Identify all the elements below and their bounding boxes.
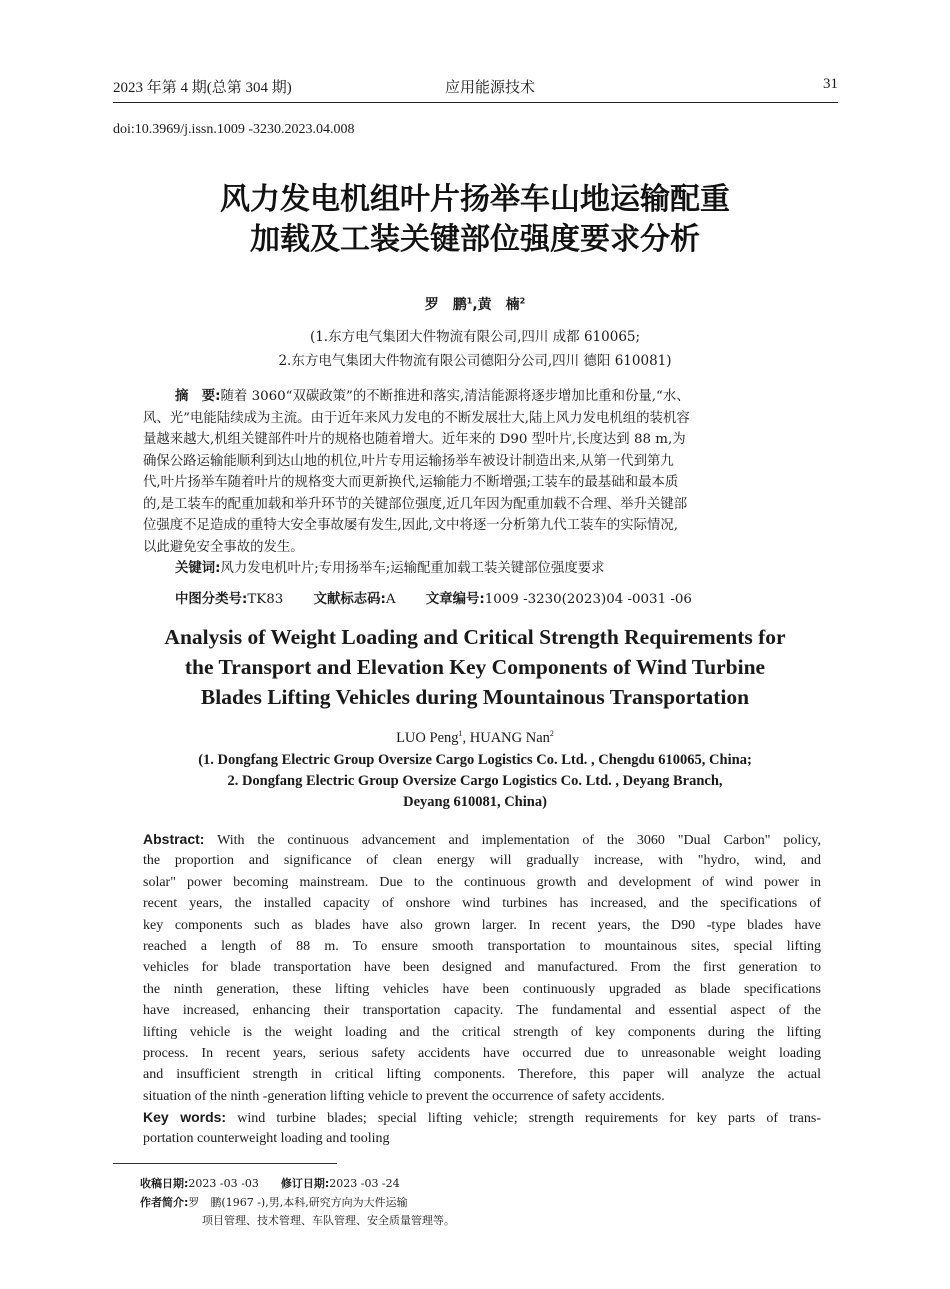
english-abstract-line: the ninth generation, these lifting vehicles have been continuously upgraded as blade specifications: [143, 981, 821, 997]
chinese-keywords-text: 风力发电机叶片;专用扬举车;运输配重加载工装关键部位强度要求: [220, 561, 605, 576]
chinese-abstract-line: 随着 3060“双碳政策”的不断推进和落实,清洁能源将逐步增加比重和份量,“水、: [220, 389, 690, 404]
english-abstract-line: solar" power becoming mainstream. Due to the continuous growth and development of wind power in: [143, 874, 821, 890]
english-abstract-line: situation of the ninth -generation lifting vehicle to prevent the occurrence of safety accidents.: [143, 1088, 665, 1104]
english-abstract-line: key components such as blades have also grown larger. In recent years, the D90 -type blades have: [143, 917, 821, 933]
chinese-title: [0, 180, 950, 260]
received-label: 收稿日期:: [140, 1177, 189, 1190]
english-abstract-line: vehicles for blade transportation have been designed and manufactured. From the first generation to: [143, 960, 821, 976]
english-author-2-affil: 2: [549, 729, 554, 739]
english-title: [0, 622, 950, 712]
classification-row: [175, 588, 718, 607]
english-keywords-text: wind turbine blades; special lifting vehicle; strength requirements for key parts of trans-: [226, 1111, 821, 1127]
doc-code-value: A: [385, 592, 396, 607]
chinese-title-line-2: 加载及工装关键部位强度要求分析: [250, 222, 700, 257]
english-affiliation-3: Deyang 610081, China): [403, 794, 547, 810]
chinese-author-2: 黄 楠: [477, 297, 520, 313]
author-bio-line-1: 罗 鹏(1967 -),男,本科,研究方向为大件运输: [188, 1195, 408, 1209]
chinese-keywords-label: 关键词:: [175, 561, 221, 576]
chinese-abstract: [143, 386, 823, 580]
doi: doi:10.3969/j.issn.1009 -3230.2023.04.008: [113, 122, 355, 137]
english-author-2: HUANG Nan: [469, 730, 550, 746]
english-abstract-line: and insufficient strength in critical lifting components. Therefore, this paper will analyze the actual: [143, 1067, 821, 1083]
english-affiliations: [0, 750, 950, 813]
chinese-title-line-1: 风力发电机组叶片扬举车山地运输配重: [220, 182, 730, 217]
chinese-affiliation-2: 2.东方电气集团大件物流有限公司德阳分公司,四川 德阳 610081): [278, 353, 672, 369]
english-title-line-3: Blades Lifting Vehicles during Mountainous Transportation: [200, 685, 750, 709]
english-affiliation-2: 2. Dongfang Electric Group Oversize Cargo Logistics Co. Ltd. , Deyang Branch,: [227, 773, 723, 789]
chinese-abstract-line: 位强度不足造成的重特大安全事故屡有发生,因此,文中将逐一分析第九代工装车的实际情况,: [143, 518, 679, 533]
english-abstract-line: With the continuous advancement and implementation of the 3060 "Dual Carbon" policy,: [204, 833, 821, 848]
issue-info: 2023 年第 4 期(总第 304 期): [113, 80, 292, 96]
revised-date: 2023 -03 -24: [329, 1177, 400, 1190]
english-abstract-label: Abstract:: [143, 831, 205, 847]
doc-code-label: 文献标志码:: [313, 592, 386, 607]
clc-label: 中图分类号:: [175, 592, 248, 607]
chinese-keywords: [143, 558, 823, 580]
chinese-abstract-line: 量越来越大,机组关键部件叶片的规格也随着增大。近年来的 D90 型叶片,长度达到 88 m,为: [143, 432, 686, 447]
author-bio-label: 作者简介:: [140, 1195, 189, 1209]
page-number: 31: [823, 76, 838, 92]
chinese-abstract-line: 的,是工装车的配重加载和举升环节的关键部位强度,近几年因为配重加载不合理、举升关键部: [143, 496, 688, 512]
english-affiliation-1: (1. Dongfang Electric Group Oversize Cargo Logistics Co. Ltd. , Chengdu 610065, China;: [198, 752, 752, 768]
english-author-separator: ,: [462, 730, 470, 746]
chinese-abstract-line: 确保公路运输能顺利到达山地的机位,叶片专用运输扬举车被设计制造出来,从第一代到第九: [143, 453, 674, 469]
english-abstract-line: reached a length of 88 m. To ensure smooth transportation to mountainous sites, special lifting: [143, 938, 821, 954]
english-keywords-line-1: [143, 1107, 821, 1128]
english-author-1-affil: 1: [458, 729, 463, 739]
english-keywords-label: Key words:: [143, 1109, 227, 1126]
english-title-line-1: Analysis of Weight Loading and Critical Strength Requirements for: [164, 625, 786, 649]
received-date: 2023 -03 -03: [188, 1177, 259, 1190]
english-abstract-line: process. In recent years, serious safety accidents have occurred due to unreasonable weight loading: [143, 1045, 821, 1061]
author-bio-line-2: 项目管理、技术管理、车队管理、安全质量管理等。: [202, 1214, 455, 1227]
english-abstract-line: have increased, enhancing their transportation capacity. The fundamental and essential aspect of the: [143, 1003, 821, 1019]
journal-name: 应用能源技术: [445, 80, 536, 96]
footnotes: [140, 1175, 455, 1231]
english-abstract-line: the proportion and significance of clean energy will gradually increase, with "hydro, wind, and: [143, 853, 821, 869]
chinese-abstract-line: 以此避免安全事故的发生。: [143, 539, 304, 555]
english-abstract-line: recent years, the installed capacity of onshore wind turbines has increased, and the specifications of: [143, 896, 821, 912]
chinese-author-1-affil: 1: [466, 296, 473, 306]
chinese-authors: [0, 294, 950, 314]
english-author-1: LUO Peng: [396, 730, 459, 746]
english-authors: [0, 730, 950, 747]
english-title-line-2: the Transport and Elevation Key Components of Wind Turbine: [184, 655, 766, 679]
english-abstract: [143, 829, 821, 1150]
footnote-divider: [113, 1163, 337, 1164]
chinese-author-1: 罗 鹏: [424, 297, 467, 313]
article-no-label: 文章编号:: [425, 592, 485, 607]
english-keywords-line-2: portation counterweight loading and tooling: [143, 1131, 390, 1147]
chinese-abstract-line: 代,叶片扬举车随着叶片的规格变大而更新换代,运输能力不断增强;工装车的最基础和最本质: [143, 475, 679, 490]
english-abstract-line: lifting vehicle is the weight loading and the critical strength of key components during the lifting: [143, 1024, 821, 1040]
chinese-author-separator: ,: [472, 297, 478, 313]
chinese-abstract-line: 风、光”电能陆续成为主流。由于近年来风力发电的不断发展壮大,陆上风力发电机组的装机容: [143, 410, 690, 426]
clc-value: TK83: [247, 592, 284, 607]
chinese-abstract-label: 摘 要:: [175, 389, 221, 404]
chinese-affiliations: [0, 325, 950, 373]
revised-label: 修订日期:: [280, 1177, 330, 1190]
chinese-author-2-affil: 2: [519, 296, 526, 306]
article-no-value: 1009 -3230(2023)04 -0031 -06: [484, 592, 692, 607]
chinese-affiliation-1: (1.东方电气集团大件物流有限公司,四川 成都 610065;: [309, 329, 641, 345]
running-header: [113, 76, 838, 103]
